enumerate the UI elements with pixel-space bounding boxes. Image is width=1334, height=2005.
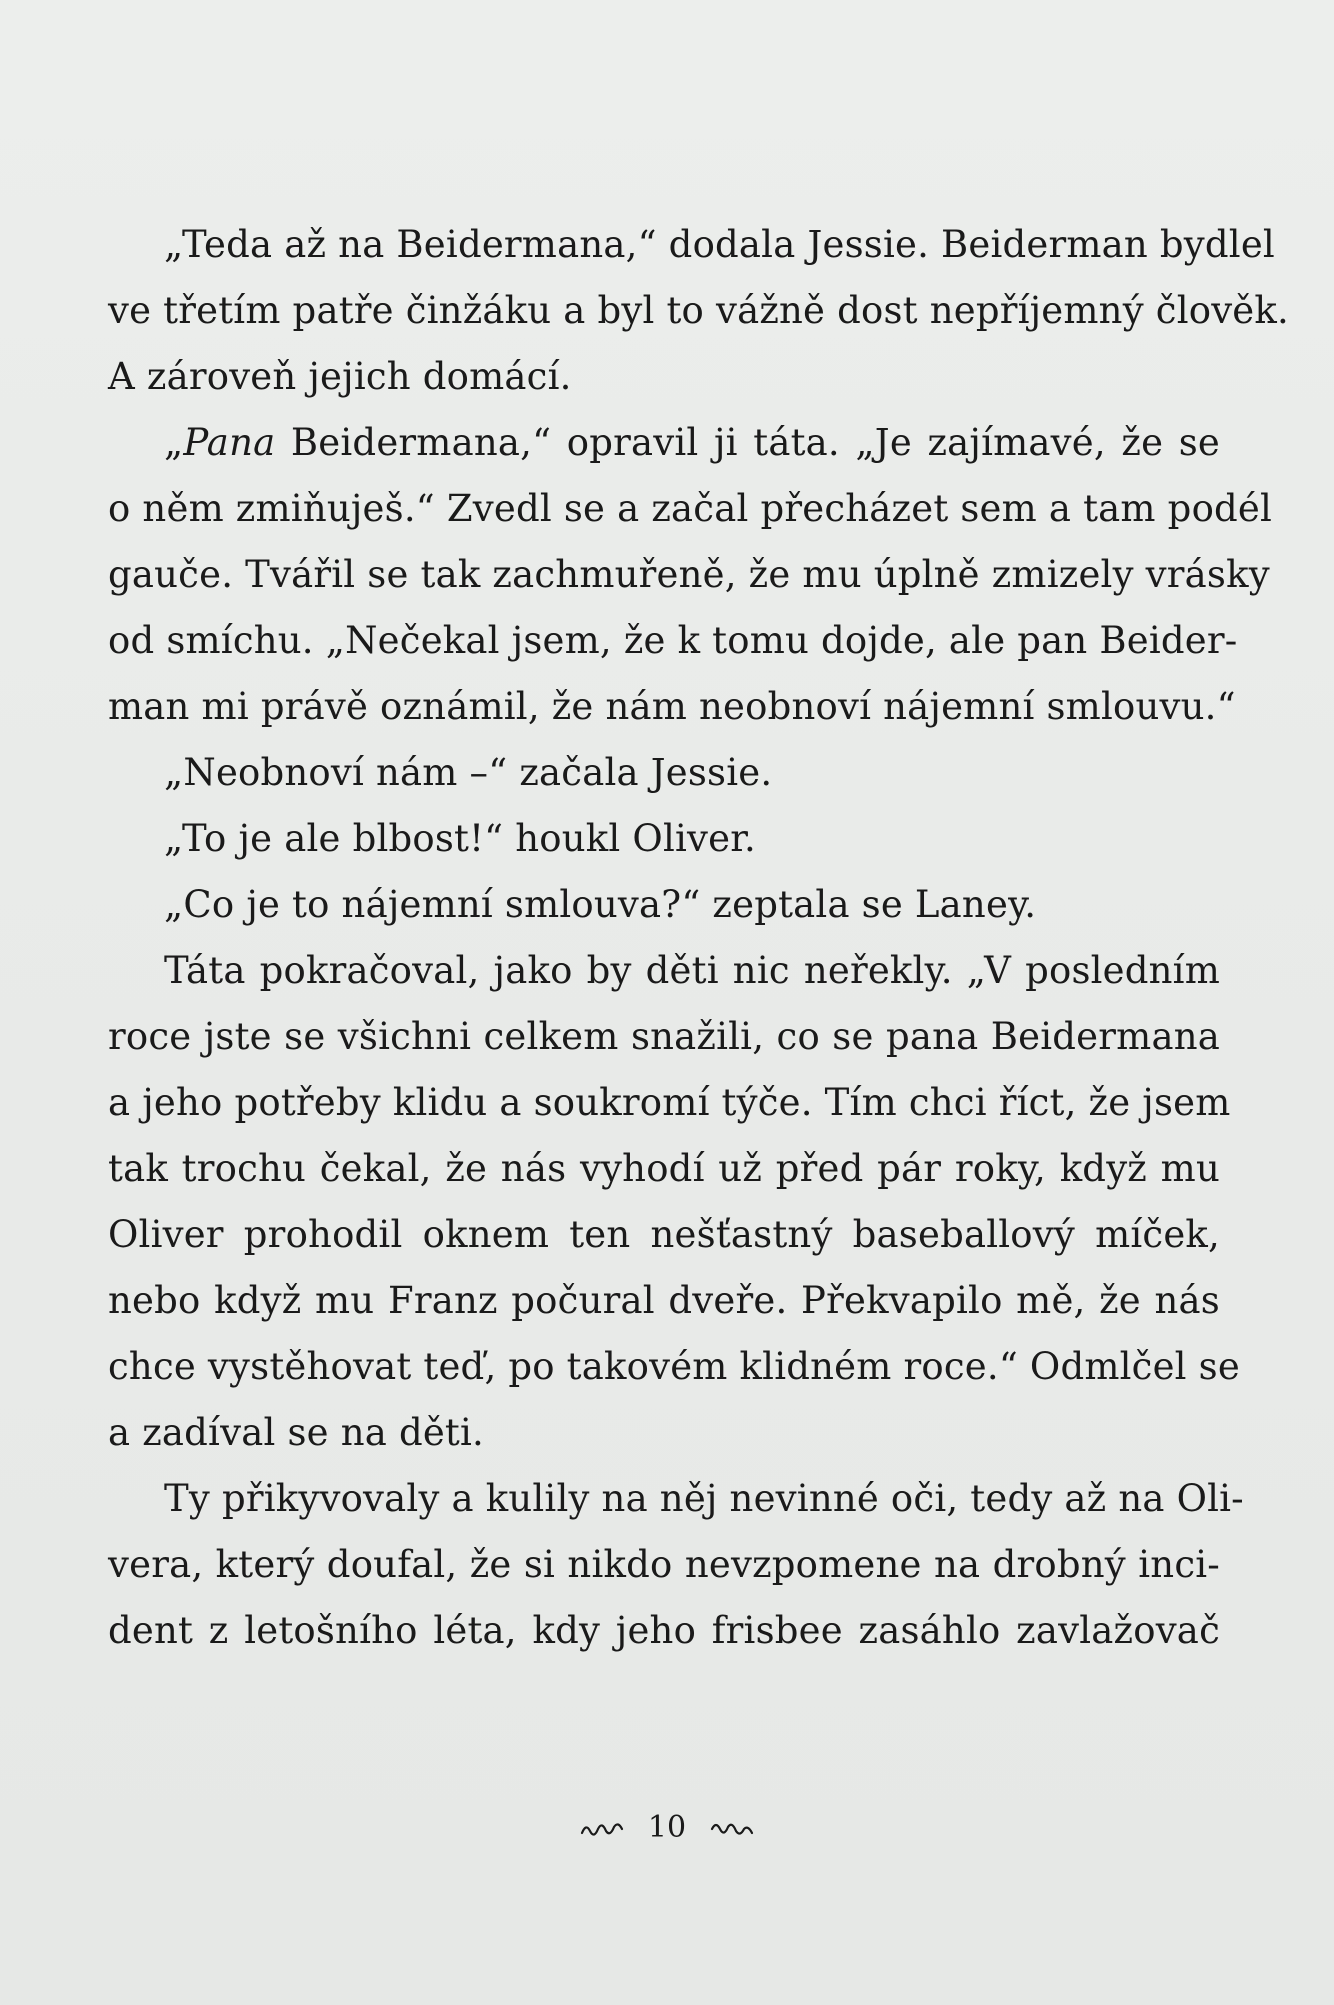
squiggle-ornament-icon bbox=[710, 1819, 754, 1839]
paragraph bbox=[108, 410, 1273, 740]
text-line: a jeho potřeby klidu a soukromí týče. Tím chci říct, že jsem bbox=[108, 1081, 1231, 1124]
page-footer bbox=[0, 1808, 1334, 1848]
page-number: 10 bbox=[647, 1810, 687, 1845]
text-line: gauče. Tvářil se tak zachmuřeně, že mu úplně zmizely vrásky bbox=[108, 553, 1270, 596]
text-line: chce vystěhovat teď, po takovém klidném roce.“ Odmlčel se bbox=[108, 1345, 1240, 1388]
paragraph bbox=[108, 740, 1220, 806]
text-line: ve třetím patře činžáku a byl to vážně dost nepříjemný člověk. bbox=[108, 289, 1289, 332]
text-line: „To je ale blbost!“ houkl Oliver. bbox=[164, 817, 756, 860]
text-line: o něm zmiňuješ.“ Zvedl se a začal přecházet sem a tam podél bbox=[108, 487, 1273, 530]
text-line-rest: Beidermana,“ opravil ji táta. „Je zajímavé, že se bbox=[275, 421, 1220, 464]
text-line: Oliver prohodil oknem ten nešťastný baseballový míček, bbox=[108, 1213, 1220, 1256]
text-line: „Neobnoví nám –“ začala Jessie. bbox=[164, 751, 773, 794]
paragraph bbox=[108, 938, 1240, 1466]
text-line: tak trochu čekal, že nás vyhodí už před pár roky, když mu bbox=[108, 1147, 1220, 1190]
text-line: roce jste se všichni celkem snažili, co se pana Beidermana bbox=[108, 1015, 1220, 1058]
text-line: man mi právě oznámil, že nám neobnoví nájemní smlouvu.“ bbox=[108, 685, 1236, 728]
quote-open: „ bbox=[164, 421, 184, 464]
text-line: a zadíval se na děti. bbox=[108, 1411, 484, 1454]
text-line: Ty přikyvovaly a kulily na něj nevinné oči, tedy až na Oli- bbox=[164, 1477, 1244, 1520]
text-line bbox=[108, 410, 1220, 476]
paragraph bbox=[108, 872, 1220, 938]
paragraph bbox=[108, 1466, 1244, 1664]
text-line: od smíchu. „Nečekal jsem, že k tomu dojde, ale pan Beider- bbox=[108, 619, 1238, 662]
paragraph bbox=[108, 212, 1289, 410]
text-line: vera, který doufal, že si nikdo nevzpomene na drobný inci- bbox=[108, 1543, 1220, 1586]
text-line: Táta pokračoval, jako by děti nic neřekly. „V posledním bbox=[164, 949, 1220, 992]
text-line: dent z letošního léta, kdy jeho frisbee zasáhlo zavlažovač bbox=[108, 1609, 1220, 1652]
body-text bbox=[108, 212, 1289, 1664]
text-line: A zároveň jejich domácí. bbox=[108, 355, 572, 398]
text-line: „Co je to nájemní smlouva?“ zeptala se Laney. bbox=[164, 883, 1037, 926]
squiggle-ornament-icon bbox=[580, 1819, 624, 1839]
paragraph bbox=[108, 806, 1220, 872]
text-line: nebo když mu Franz počural dveře. Překvapilo mě, že nás bbox=[108, 1279, 1220, 1322]
emphasis-text: Pana bbox=[183, 421, 276, 464]
text-line: „Teda až na Beidermana,“ dodala Jessie. Beiderman bydlel bbox=[164, 223, 1275, 266]
